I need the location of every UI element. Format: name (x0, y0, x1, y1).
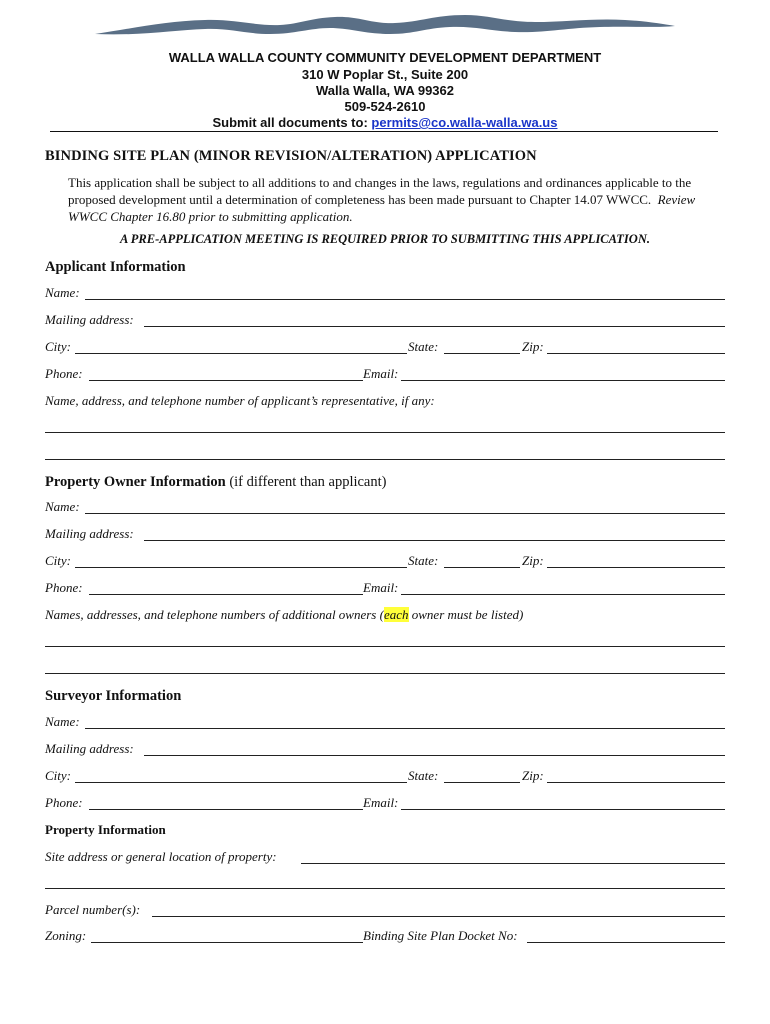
surveyor-phone-label: Phone: (45, 795, 83, 810)
zoning-label: Zoning: (45, 928, 87, 943)
applicant-email-field[interactable] (401, 380, 725, 381)
owner-email-field[interactable] (401, 594, 725, 595)
surveyor-state-field[interactable] (444, 782, 520, 783)
owner-email-label: Email: (363, 580, 399, 595)
surveyor-mailing-label: Mailing address: (45, 741, 134, 756)
form-title: BINDING SITE PLAN (MINOR REVISION/ALTERATION) APPLICATION (45, 148, 537, 164)
surveyor-name-label: Name: (45, 714, 80, 729)
owner-city-row (45, 553, 725, 571)
surveyor-mailing-field[interactable] (144, 755, 725, 756)
parcel-field[interactable] (152, 916, 725, 917)
applicant-name-row (45, 285, 725, 303)
owner-name-label: Name: (45, 499, 80, 514)
zoning-row (45, 928, 725, 946)
department-city: Walla Walla, WA 99362 (316, 83, 454, 98)
owner-state-label: State: (408, 553, 439, 568)
applicant-email-label: Email: (363, 366, 399, 381)
submit-line (0, 115, 770, 131)
site-address-row (45, 849, 725, 867)
additional-owners-note-start: Names, addresses, and telephone numbers of additional owners ( (45, 607, 384, 622)
surveyor-phone-row (45, 795, 725, 813)
applicant-mailing-row (45, 312, 725, 330)
applicant-mailing-label: Mailing address: (45, 312, 134, 327)
applicant-phone-label: Phone: (45, 366, 83, 381)
additional-owners-note-end: owner must be listed) (408, 607, 524, 622)
site-address-line-2[interactable] (45, 888, 725, 889)
surveyor-name-field[interactable] (85, 728, 725, 729)
surveyor-mailing-row (45, 741, 725, 759)
applicant-state-label: State: (408, 339, 439, 354)
applicant-city-field[interactable] (75, 353, 407, 354)
owner-name-row (45, 499, 725, 517)
parcel-row (45, 902, 725, 920)
applicant-mailing-field[interactable] (144, 326, 725, 327)
department-street: 310 W Poplar St., Suite 200 (301, 67, 469, 82)
owner-zip-field[interactable] (547, 567, 725, 568)
additional-owners-note (45, 607, 523, 623)
surveyor-city-field[interactable] (75, 782, 407, 783)
docket-field[interactable] (527, 942, 725, 943)
department-name: WALLA WALLA COUNTY COMMUNITY DEVELOPMENT DEPARTMENT (168, 50, 602, 65)
applicant-state-field[interactable] (444, 353, 520, 354)
applicant-heading: Applicant Information (45, 259, 186, 275)
logo-shape (95, 15, 675, 34)
header-divider (50, 131, 718, 132)
surveyor-heading: Surveyor Information (45, 688, 182, 704)
submit-prefix: Submit all documents to: (212, 115, 372, 130)
owner-phone-label: Phone: (45, 580, 83, 595)
surveyor-state-label: State: (408, 768, 439, 783)
site-address-field[interactable] (301, 863, 725, 864)
site-address-label: Site address or general location of property: (45, 849, 277, 864)
additional-owners-line-2[interactable] (45, 673, 725, 674)
zoning-field[interactable] (91, 942, 363, 943)
owner-mailing-field[interactable] (144, 540, 725, 541)
surveyor-email-label: Email: (363, 795, 399, 810)
surveyor-zip-field[interactable] (547, 782, 725, 783)
docket-label: Binding Site Plan Docket No: (363, 928, 518, 943)
parcel-label: Parcel number(s): (45, 902, 141, 917)
pre-application-notice: A PRE-APPLICATION MEETING IS REQUIRED PRIOR TO SUBMITTING THIS APPLICATION. (120, 232, 650, 246)
owner-phone-field[interactable] (89, 594, 363, 595)
owner-heading-suffix: (if different than applicant) (229, 474, 387, 490)
surveyor-city-label: City: (45, 768, 71, 783)
applicant-city-row (45, 339, 725, 357)
owner-zip-label: Zip: (522, 553, 544, 568)
applicant-zip-field[interactable] (547, 353, 725, 354)
applicant-name-field[interactable] (85, 299, 725, 300)
applicant-phone-row (45, 366, 725, 384)
additional-owners-line-1[interactable] (45, 646, 725, 647)
property-heading: Property Information (45, 822, 166, 837)
surveyor-email-field[interactable] (401, 809, 725, 810)
additional-owners-highlight: each (383, 607, 409, 622)
owner-heading (45, 474, 386, 491)
owner-heading-text: Property Owner Information (45, 474, 226, 490)
surveyor-zip-label: Zip: (522, 768, 544, 783)
owner-mailing-row (45, 526, 725, 544)
department-phone: 509-524-2610 (344, 99, 426, 114)
county-logo-mountains (95, 12, 675, 42)
representative-line-1[interactable] (45, 432, 725, 433)
owner-city-field[interactable] (75, 567, 407, 568)
surveyor-phone-field[interactable] (89, 809, 363, 810)
intro-paragraph (68, 174, 708, 225)
owner-state-field[interactable] (444, 567, 520, 568)
applicant-city-label: City: (45, 339, 71, 354)
representative-line-2[interactable] (45, 459, 725, 460)
representative-note: Name, address, and telephone number of applicant’s representative, if any: (45, 393, 435, 408)
applicant-name-label: Name: (45, 285, 80, 300)
applicant-phone-field[interactable] (89, 380, 363, 381)
owner-city-label: City: (45, 553, 71, 568)
surveyor-name-row (45, 714, 725, 732)
permits-email-link[interactable]: permits@co.walla-walla.wa.us (371, 115, 558, 130)
owner-mailing-label: Mailing address: (45, 526, 134, 541)
intro-main-text: This application shall be subject to all additions to and changes in the laws, regulations and ordinances applicable to the proposed development until a determination of completeness has been made pursuant to Chapter 14.07 WWCC. (68, 175, 692, 207)
owner-phone-row (45, 580, 725, 598)
owner-name-field[interactable] (85, 513, 725, 514)
applicant-zip-label: Zip: (522, 339, 544, 354)
surveyor-city-row (45, 768, 725, 786)
intro-review-note: Review WWCC Chapter 16.80 prior to submitting application. (68, 192, 696, 224)
